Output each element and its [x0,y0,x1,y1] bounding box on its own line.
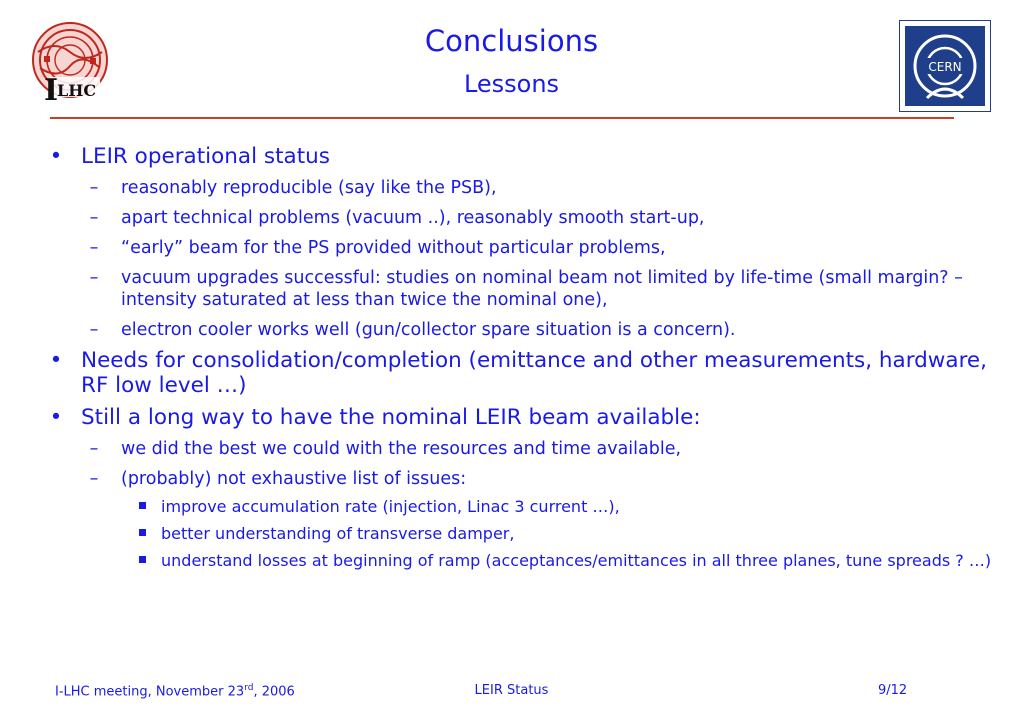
bullet-marker: • [49,348,63,373]
list-item: – we did the best we could with the resources and time available, [84,438,996,460]
list-item: • Still a long way to have the nominal LEIR beam available: [46,405,996,430]
list-item: – apart technical problems (vacuum ..), reasonably smooth start-up, [84,207,996,229]
dash-marker: – [89,208,99,228]
page-number: 9/12 [878,683,908,698]
svg-text:CERN: CERN [928,60,962,74]
list-item: – electron cooler works well (gun/collector spare situation is a concern). [84,319,996,341]
svg-text:I: I [44,73,59,104]
page-subtitle: Lessons [463,70,560,98]
list-item: – vacuum upgrades successful: studies on nominal beam not limited by life-time (small margin? – intensity saturated at less than twice the nominal one), [84,267,996,311]
dash-marker: – [89,178,99,198]
dash-marker: – [89,268,99,288]
footer-title: LEIR Status [474,683,549,698]
list-item: understand losses at beginning of ramp (acceptances/emittances in all three planes, tune spreads ? …) [139,551,996,571]
bullet-list [46,144,996,571]
dash-marker: – [89,320,99,340]
square-bullet-icon [139,502,147,510]
list-item: – (probably) not exhaustive list of issues: [84,468,996,490]
bullet-marker: • [49,405,63,430]
dash-marker: – [89,469,99,489]
footer-meeting: I-LHC meeting, November 23rd, 2006 [55,683,295,700]
list-item: better understanding of transverse damper, [139,524,996,544]
list-item: improve accumulation rate (injection, Linac 3 current …), [139,497,996,517]
square-bullet-icon [139,529,147,537]
list-item: – “early” beam for the PS provided without particular problems, [84,237,996,259]
list-item: • LEIR operational status [46,144,996,169]
dash-marker: – [89,238,99,258]
list-item: • Needs for consolidation/completion (emittance and other measurements, hardware, RF low level …) [46,348,996,398]
bullet-marker: • [49,144,63,169]
title-divider [50,117,954,119]
dash-marker: – [89,439,99,459]
square-bullet-icon [139,556,147,564]
svg-text:LHC: LHC [57,81,97,100]
list-item: – reasonably reproducible (say like the PSB), [84,177,996,199]
page-title: Conclusions [424,24,599,58]
cern-logo [899,20,991,112]
